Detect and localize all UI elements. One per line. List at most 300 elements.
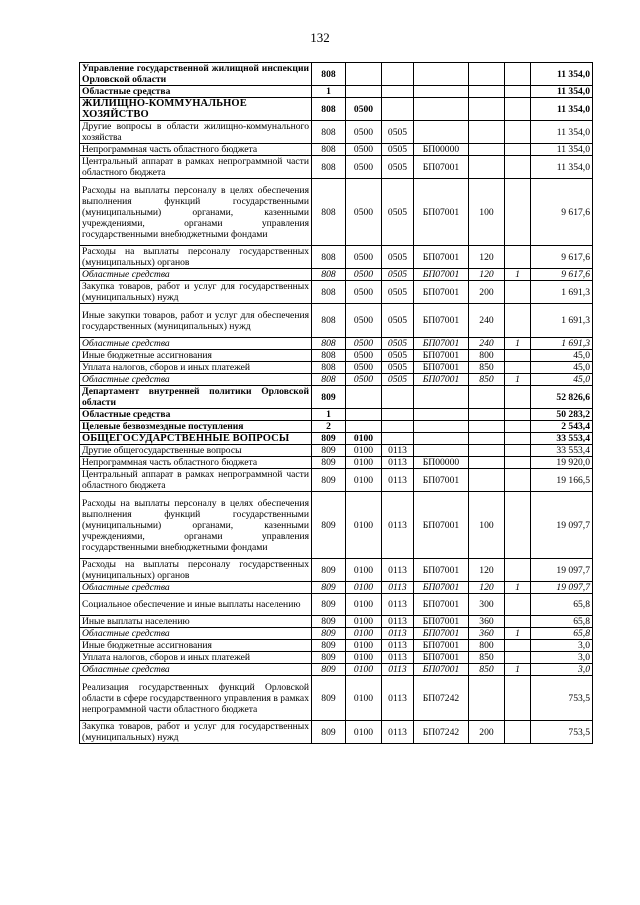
expense-type-cell: 850 — [469, 652, 505, 664]
table-row — [80, 469, 593, 492]
section-code-cell: 0100 — [346, 492, 382, 559]
section-code-cell: 0500 — [346, 374, 382, 386]
amount-cell: 11 354,0 — [531, 98, 593, 121]
table-row — [80, 374, 593, 386]
ved-code-cell: 808 — [312, 269, 346, 281]
amount-cell: 45,0 — [531, 374, 593, 386]
expense-type-cell — [469, 86, 505, 98]
subsection-code-cell: 0113 — [382, 628, 414, 640]
row-name-cell: Областные средства — [80, 338, 312, 350]
row-name-cell: Уплата налогов, сборов и иных платежей — [80, 362, 312, 374]
section-code-cell — [346, 409, 382, 421]
table-row — [80, 492, 593, 559]
subsection-code-cell: 0505 — [382, 350, 414, 362]
subsection-code-cell: 0113 — [382, 445, 414, 457]
table-row — [80, 350, 593, 362]
funding-source-cell: 1 — [505, 338, 531, 350]
target-article-cell — [414, 409, 469, 421]
table-row — [80, 421, 593, 433]
target-article-cell: БП07001 — [414, 559, 469, 582]
row-name-cell: Социальное обеспечение и иные выплаты населению — [80, 594, 312, 616]
ved-code-cell: 808 — [312, 144, 346, 156]
ved-code-cell: 809 — [312, 457, 346, 469]
funding-source-cell — [505, 63, 531, 86]
target-article-cell: БП07001 — [414, 628, 469, 640]
row-name-cell: Целевые безвозмездные поступления — [80, 421, 312, 433]
section-code-cell: 0100 — [346, 652, 382, 664]
funding-source-cell — [505, 616, 531, 628]
ved-code-cell: 808 — [312, 374, 346, 386]
subsection-code-cell: 0505 — [382, 304, 414, 338]
row-name-cell: Другие общегосударственные вопросы — [80, 445, 312, 457]
expense-type-cell — [469, 156, 505, 179]
funding-source-cell — [505, 652, 531, 664]
ved-code-cell: 808 — [312, 362, 346, 374]
section-code-cell: 0100 — [346, 664, 382, 676]
amount-cell: 65,8 — [531, 594, 593, 616]
funding-source-cell: 1 — [505, 664, 531, 676]
funding-source-cell — [505, 421, 531, 433]
table-row — [80, 362, 593, 374]
table-row — [80, 664, 593, 676]
table-row — [80, 409, 593, 421]
ved-code-cell: 809 — [312, 721, 346, 744]
subsection-code-cell: 0505 — [382, 374, 414, 386]
amount-cell: 11 354,0 — [531, 144, 593, 156]
section-code-cell: 0100 — [346, 433, 382, 445]
row-name-cell: Областные средства — [80, 374, 312, 386]
subsection-code-cell: 0113 — [382, 721, 414, 744]
expense-type-cell — [469, 445, 505, 457]
table-row — [80, 156, 593, 179]
expense-type-cell — [469, 457, 505, 469]
funding-source-cell — [505, 362, 531, 374]
funding-source-cell — [505, 457, 531, 469]
table-row — [80, 304, 593, 338]
subsection-code-cell: 0505 — [382, 338, 414, 350]
amount-cell: 33 553,4 — [531, 433, 593, 445]
target-article-cell — [414, 386, 469, 409]
section-code-cell: 0100 — [346, 616, 382, 628]
ved-code-cell: 808 — [312, 63, 346, 86]
amount-cell: 1 691,3 — [531, 281, 593, 304]
target-article-cell: БП07001 — [414, 616, 469, 628]
row-name-cell: Областные средства — [80, 409, 312, 421]
subsection-code-cell: 0113 — [382, 664, 414, 676]
ved-code-cell: 1 — [312, 409, 346, 421]
amount-cell: 65,8 — [531, 628, 593, 640]
ved-code-cell: 808 — [312, 179, 346, 246]
target-article-cell: БП07001 — [414, 338, 469, 350]
ved-code-cell: 808 — [312, 121, 346, 144]
amount-cell: 9 617,6 — [531, 179, 593, 246]
section-code-cell: 0500 — [346, 121, 382, 144]
subsection-code-cell: 0505 — [382, 269, 414, 281]
row-name-cell: Расходы на выплаты персоналу в целях обеспечения выполнения функций государственными (муниципальными) органами, казенными учреждениями, органами управления государственными внебюджетными фондами — [80, 179, 312, 246]
row-name-cell: Расходы на выплаты персоналу государственных (муниципальных) органов — [80, 559, 312, 582]
target-article-cell — [414, 445, 469, 457]
section-code-cell — [346, 386, 382, 409]
row-name-cell: Центральный аппарат в рамках непрограммной части областного бюджета — [80, 469, 312, 492]
section-code-cell: 0500 — [346, 269, 382, 281]
target-article-cell — [414, 86, 469, 98]
target-article-cell — [414, 433, 469, 445]
amount-cell: 1 691,3 — [531, 304, 593, 338]
funding-source-cell: 1 — [505, 582, 531, 594]
expense-type-cell: 850 — [469, 374, 505, 386]
table-row — [80, 652, 593, 664]
expense-type-cell: 120 — [469, 269, 505, 281]
funding-source-cell — [505, 676, 531, 721]
expense-type-cell: 850 — [469, 664, 505, 676]
row-name-cell: Департамент внутренней политики Орловской области — [80, 386, 312, 409]
target-article-cell: БП07001 — [414, 246, 469, 269]
amount-cell: 9 617,6 — [531, 246, 593, 269]
subsection-code-cell: 0505 — [382, 362, 414, 374]
table-row — [80, 144, 593, 156]
expense-type-cell: 200 — [469, 281, 505, 304]
expense-type-cell — [469, 469, 505, 492]
amount-cell: 3,0 — [531, 652, 593, 664]
row-name-cell: Центральный аппарат в рамках непрограммной части областного бюджета — [80, 156, 312, 179]
amount-cell: 753,5 — [531, 676, 593, 721]
row-name-cell: Расходы на выплаты персоналу в целях обеспечения выполнения функций государственными (муниципальными) органами, казенными учреждениями, органами управления государственными внебюджетными фондами — [80, 492, 312, 559]
section-code-cell: 0100 — [346, 594, 382, 616]
ved-code-cell: 809 — [312, 445, 346, 457]
expense-type-cell: 120 — [469, 246, 505, 269]
subsection-code-cell — [382, 409, 414, 421]
table-row — [80, 98, 593, 121]
amount-cell: 11 354,0 — [531, 63, 593, 86]
row-name-cell: Иные закупки товаров, работ и услуг для обеспечения государственных (муниципальных) нужд — [80, 304, 312, 338]
section-code-cell: 0100 — [346, 445, 382, 457]
table-row — [80, 338, 593, 350]
expense-type-cell: 360 — [469, 628, 505, 640]
subsection-code-cell: 0113 — [382, 492, 414, 559]
budget-table — [79, 62, 593, 744]
target-article-cell — [414, 63, 469, 86]
section-code-cell: 0500 — [346, 281, 382, 304]
target-article-cell: БП07001 — [414, 640, 469, 652]
section-code-cell: 0100 — [346, 582, 382, 594]
expense-type-cell: 120 — [469, 582, 505, 594]
target-article-cell: БП07001 — [414, 362, 469, 374]
table-row — [80, 640, 593, 652]
expense-type-cell: 800 — [469, 350, 505, 362]
ved-code-cell: 809 — [312, 616, 346, 628]
subsection-code-cell — [382, 386, 414, 409]
row-name-cell: Непрограммная часть областного бюджета — [80, 457, 312, 469]
row-name-cell: Областные средства — [80, 628, 312, 640]
target-article-cell: БП07001 — [414, 281, 469, 304]
amount-cell: 19 097,7 — [531, 492, 593, 559]
subsection-code-cell: 0113 — [382, 594, 414, 616]
amount-cell: 11 354,0 — [531, 121, 593, 144]
amount-cell: 11 354,0 — [531, 86, 593, 98]
table-row — [80, 616, 593, 628]
target-article-cell: БП07001 — [414, 582, 469, 594]
funding-source-cell — [505, 594, 531, 616]
ved-code-cell: 809 — [312, 492, 346, 559]
amount-cell: 19 097,7 — [531, 559, 593, 582]
target-article-cell: БП07001 — [414, 374, 469, 386]
section-code-cell: 0500 — [346, 338, 382, 350]
section-code-cell: 0500 — [346, 350, 382, 362]
funding-source-cell — [505, 409, 531, 421]
row-name-cell: Непрограммная часть областного бюджета — [80, 144, 312, 156]
funding-source-cell — [505, 445, 531, 457]
subsection-code-cell: 0505 — [382, 179, 414, 246]
table-row — [80, 63, 593, 86]
amount-cell: 3,0 — [531, 640, 593, 652]
ved-code-cell: 809 — [312, 582, 346, 594]
section-code-cell: 0500 — [346, 156, 382, 179]
amount-cell: 50 283,2 — [531, 409, 593, 421]
amount-cell: 45,0 — [531, 362, 593, 374]
funding-source-cell — [505, 281, 531, 304]
ved-code-cell: 809 — [312, 469, 346, 492]
ved-code-cell: 809 — [312, 640, 346, 652]
ved-code-cell: 808 — [312, 304, 346, 338]
row-name-cell: Областные средства — [80, 664, 312, 676]
ved-code-cell: 808 — [312, 98, 346, 121]
row-name-cell: Другие вопросы в области жилищно-коммунального хозяйства — [80, 121, 312, 144]
funding-source-cell — [505, 433, 531, 445]
expense-type-cell — [469, 421, 505, 433]
subsection-code-cell — [382, 433, 414, 445]
amount-cell: 45,0 — [531, 350, 593, 362]
ved-code-cell: 809 — [312, 664, 346, 676]
section-code-cell: 0500 — [346, 362, 382, 374]
funding-source-cell — [505, 350, 531, 362]
table-body — [80, 63, 593, 744]
subsection-code-cell: 0505 — [382, 144, 414, 156]
row-name-cell: Уплата налогов, сборов и иных платежей — [80, 652, 312, 664]
row-name-cell: Областные средства — [80, 269, 312, 281]
table-row — [80, 457, 593, 469]
subsection-code-cell: 0113 — [382, 469, 414, 492]
target-article-cell: БП07001 — [414, 156, 469, 179]
funding-source-cell — [505, 492, 531, 559]
subsection-code-cell: 0113 — [382, 640, 414, 652]
target-article-cell: БП07001 — [414, 664, 469, 676]
row-name-cell: Областные средства — [80, 86, 312, 98]
funding-source-cell — [505, 304, 531, 338]
amount-cell: 11 354,0 — [531, 156, 593, 179]
section-code-cell: 0100 — [346, 469, 382, 492]
target-article-cell — [414, 421, 469, 433]
section-code-cell: 0500 — [346, 304, 382, 338]
section-code-cell: 0100 — [346, 457, 382, 469]
section-code-cell: 0100 — [346, 721, 382, 744]
row-name-cell: Управление государственной жилищной инспекции Орловской области — [80, 63, 312, 86]
funding-source-cell — [505, 98, 531, 121]
section-code-cell: 0100 — [346, 640, 382, 652]
expense-type-cell: 200 — [469, 721, 505, 744]
section-code-cell: 0500 — [346, 246, 382, 269]
target-article-cell: БП07001 — [414, 304, 469, 338]
ved-code-cell: 809 — [312, 628, 346, 640]
funding-source-cell — [505, 121, 531, 144]
table-row — [80, 628, 593, 640]
target-article-cell — [414, 98, 469, 121]
funding-source-cell — [505, 86, 531, 98]
row-name-cell: ОБЩЕГОСУДАРСТВЕННЫЕ ВОПРОСЫ — [80, 433, 312, 445]
subsection-code-cell — [382, 63, 414, 86]
expense-type-cell — [469, 63, 505, 86]
table-row — [80, 582, 593, 594]
table-row — [80, 269, 593, 281]
ved-code-cell: 809 — [312, 652, 346, 664]
table-row — [80, 676, 593, 721]
expense-type-cell: 800 — [469, 640, 505, 652]
target-article-cell: БП07001 — [414, 269, 469, 281]
amount-cell: 1 691,3 — [531, 338, 593, 350]
expense-type-cell — [469, 433, 505, 445]
amount-cell: 33 553,4 — [531, 445, 593, 457]
funding-source-cell: 1 — [505, 628, 531, 640]
funding-source-cell — [505, 469, 531, 492]
section-code-cell — [346, 63, 382, 86]
row-name-cell: Расходы на выплаты персоналу государственных (муниципальных) органов — [80, 246, 312, 269]
amount-cell: 9 617,6 — [531, 269, 593, 281]
target-article-cell: БП07001 — [414, 469, 469, 492]
table-row — [80, 559, 593, 582]
expense-type-cell: 120 — [469, 559, 505, 582]
funding-source-cell — [505, 640, 531, 652]
row-name-cell: Иные бюджетные ассигнования — [80, 350, 312, 362]
table-row — [80, 445, 593, 457]
section-code-cell — [346, 421, 382, 433]
funding-source-cell — [505, 386, 531, 409]
table-row — [80, 86, 593, 98]
row-name-cell: Закупка товаров, работ и услуг для государственных (муниципальных) нужд — [80, 721, 312, 744]
row-name-cell: Реализация государственных функций Орловской области в сфере государственного управления в рамках непрограммной части областного бюджета — [80, 676, 312, 721]
table-row — [80, 179, 593, 246]
ved-code-cell: 2 — [312, 421, 346, 433]
section-code-cell: 0500 — [346, 179, 382, 246]
expense-type-cell — [469, 121, 505, 144]
row-name-cell: Закупка товаров, работ и услуг для государственных (муниципальных) нужд — [80, 281, 312, 304]
subsection-code-cell: 0113 — [382, 652, 414, 664]
subsection-code-cell: 0113 — [382, 582, 414, 594]
expense-type-cell: 300 — [469, 594, 505, 616]
table-row — [80, 721, 593, 744]
table-row — [80, 433, 593, 445]
target-article-cell: БП07001 — [414, 179, 469, 246]
expense-type-cell — [469, 676, 505, 721]
ved-code-cell: 809 — [312, 559, 346, 582]
amount-cell: 753,5 — [531, 721, 593, 744]
target-article-cell: БП07001 — [414, 652, 469, 664]
subsection-code-cell: 0113 — [382, 616, 414, 628]
amount-cell: 3,0 — [531, 664, 593, 676]
row-name-cell: Областные средства — [80, 582, 312, 594]
expense-type-cell: 240 — [469, 338, 505, 350]
ved-code-cell: 808 — [312, 281, 346, 304]
expense-type-cell — [469, 98, 505, 121]
ved-code-cell: 808 — [312, 156, 346, 179]
funding-source-cell — [505, 144, 531, 156]
expense-type-cell: 360 — [469, 616, 505, 628]
funding-source-cell — [505, 559, 531, 582]
amount-cell: 65,8 — [531, 616, 593, 628]
ved-code-cell: 808 — [312, 338, 346, 350]
ved-code-cell: 1 — [312, 86, 346, 98]
expense-type-cell: 240 — [469, 304, 505, 338]
amount-cell: 52 826,6 — [531, 386, 593, 409]
subsection-code-cell: 0113 — [382, 457, 414, 469]
funding-source-cell — [505, 156, 531, 179]
section-code-cell: 0500 — [346, 98, 382, 121]
amount-cell: 2 543,4 — [531, 421, 593, 433]
expense-type-cell: 850 — [469, 362, 505, 374]
funding-source-cell — [505, 246, 531, 269]
expense-type-cell — [469, 144, 505, 156]
table-row — [80, 121, 593, 144]
funding-source-cell: 1 — [505, 374, 531, 386]
table-row — [80, 281, 593, 304]
target-article-cell — [414, 121, 469, 144]
target-article-cell: БП07001 — [414, 594, 469, 616]
subsection-code-cell: 0505 — [382, 121, 414, 144]
table-row — [80, 386, 593, 409]
subsection-code-cell: 0505 — [382, 281, 414, 304]
ved-code-cell: 808 — [312, 246, 346, 269]
ved-code-cell: 809 — [312, 386, 346, 409]
subsection-code-cell: 0505 — [382, 246, 414, 269]
subsection-code-cell — [382, 421, 414, 433]
ved-code-cell: 809 — [312, 433, 346, 445]
row-name-cell: Иные бюджетные ассигнования — [80, 640, 312, 652]
expense-type-cell — [469, 386, 505, 409]
target-article-cell: БП07001 — [414, 350, 469, 362]
target-article-cell: БП07242 — [414, 676, 469, 721]
expense-type-cell — [469, 409, 505, 421]
subsection-code-cell — [382, 98, 414, 121]
subsection-code-cell — [382, 86, 414, 98]
page-number: 132 — [310, 30, 330, 45]
funding-source-cell — [505, 179, 531, 246]
row-name-cell: Иные выплаты населению — [80, 616, 312, 628]
ved-code-cell: 809 — [312, 676, 346, 721]
ved-code-cell: 809 — [312, 594, 346, 616]
section-code-cell — [346, 86, 382, 98]
funding-source-cell: 1 — [505, 269, 531, 281]
table-row — [80, 594, 593, 616]
section-code-cell: 0100 — [346, 559, 382, 582]
target-article-cell: БП00000 — [414, 457, 469, 469]
table-row — [80, 246, 593, 269]
row-name-cell: ЖИЛИЩНО-КОММУНАЛЬНОЕ ХОЗЯЙСТВО — [80, 98, 312, 121]
expense-type-cell: 100 — [469, 179, 505, 246]
target-article-cell: БП07242 — [414, 721, 469, 744]
target-article-cell: БП07001 — [414, 492, 469, 559]
section-code-cell: 0100 — [346, 628, 382, 640]
section-code-cell: 0500 — [346, 144, 382, 156]
ved-code-cell: 808 — [312, 350, 346, 362]
expense-type-cell: 100 — [469, 492, 505, 559]
amount-cell: 19 166,5 — [531, 469, 593, 492]
section-code-cell: 0100 — [346, 676, 382, 721]
target-article-cell: БП00000 — [414, 144, 469, 156]
subsection-code-cell: 0113 — [382, 676, 414, 721]
funding-source-cell — [505, 721, 531, 744]
subsection-code-cell: 0505 — [382, 156, 414, 179]
amount-cell: 19 920,0 — [531, 457, 593, 469]
amount-cell: 19 097,7 — [531, 582, 593, 594]
subsection-code-cell: 0113 — [382, 559, 414, 582]
